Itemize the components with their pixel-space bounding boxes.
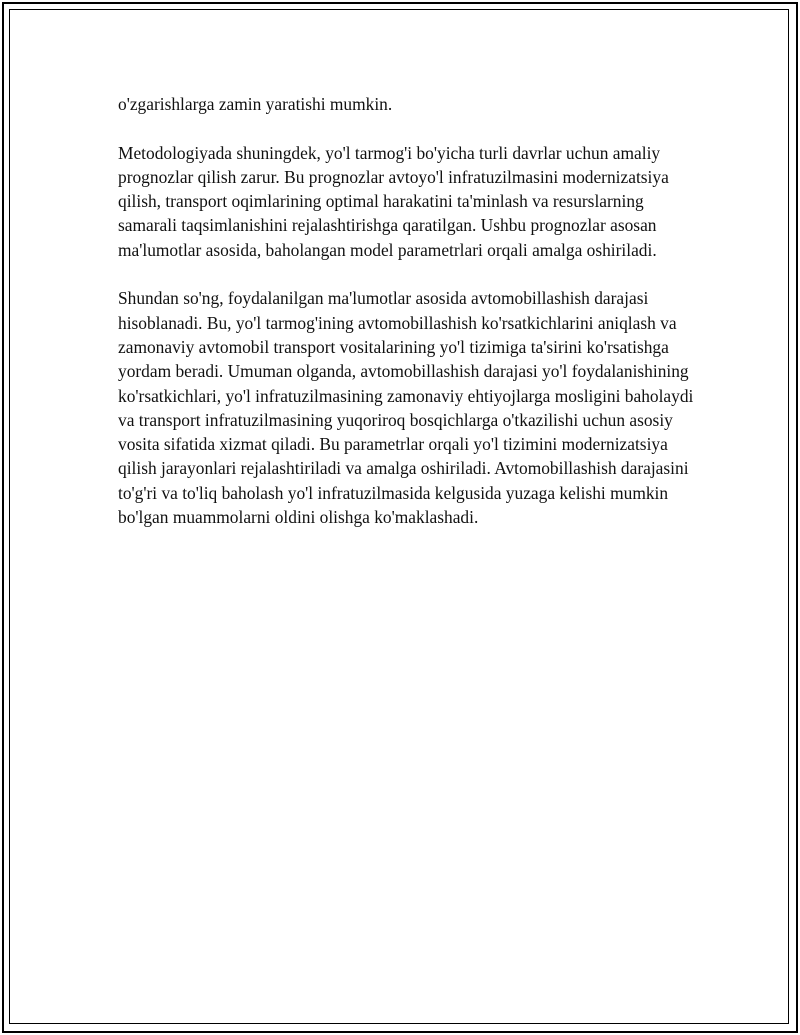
document-body (118, 92, 698, 554)
paragraph-motorization-level: Shundan so'ng, foydalanilgan ma'lumotlar asosida avtomobillashish darajasi hisoblanadi. Bu, yo'l tarmog'ining avtomobillashish ko'rsatkichlarini aniqlash va zamonaviy avtomobil transport vositalarining yo'l tizimiga ta'sirini ko'rsatishga yordam beradi. Umuman olganda, avtomobillashish darajasi yo'l foydalanishining ko'rsatkichlari, yo'l infratuzilmasining zamonaviy ehtiyojlarga mosligini baholaydi va transport infratuzilmasining yuqoriroq bosqichlarga o'tkazilishi uchun asosiy vosita sifatida xizmat qiladi. Bu parametrlar orqali yo'l tizimini modernizatsiya qilish jarayonlari rejalashtiriladi va amalga oshiriladi. Avtomobillashish darajasini to'g'ri va to'liq baholash yo'l infratuzilmasida kelgusida yuzaga kelishi mumkin bo'lgan muammolarni oldini olishga ko'maklashadi. (118, 288, 694, 528)
paragraph-continuation: o'zgarishlarga zamin yaratishi mumkin. (118, 94, 393, 114)
paragraph-methodology-forecasts: Metodologiyada shuningdek, yo'l tarmog'i bo'yicha turli davrlar uchun amaliy prognozlar qilish zarur. Bu prognozlar avtoyo'l infratuzilmasini modernizatsiya qilish, transport oqimlarining optimal harakatini ta'minlash va resurslarning samarali taqsimlanishini rejalashtirishga qaratilgan. Ushbu prognozlar asosan ma'lumotlar asosida, baholangan model parametrlari orqali amalga oshiriladi. (118, 142, 669, 260)
